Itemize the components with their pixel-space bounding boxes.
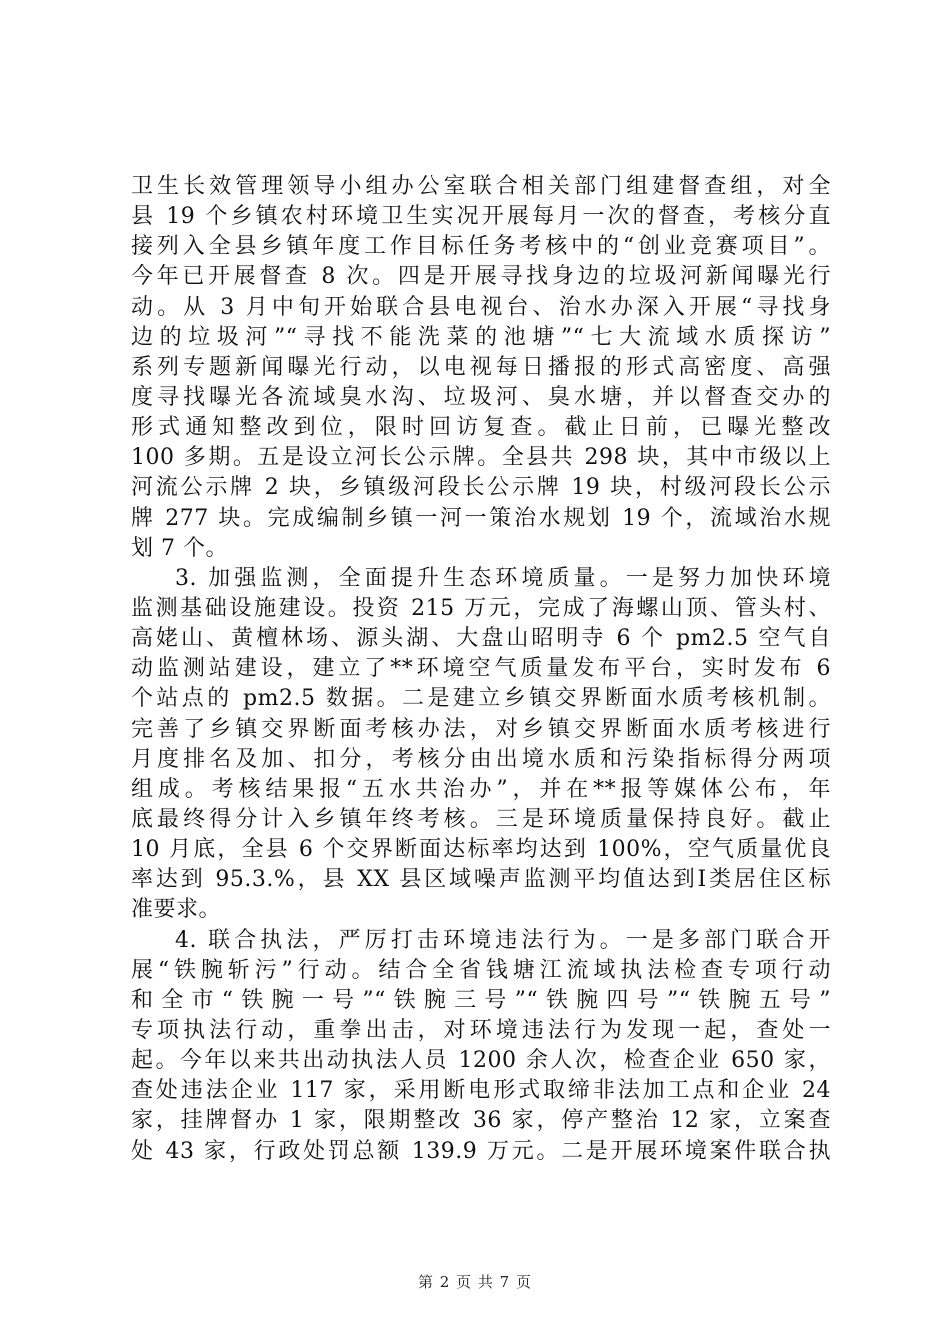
text-line: 河流公示牌 2 块，乡镇级河段长公示牌 19 块，村级河段长公示 (131, 475, 831, 501)
paragraph-first-line: 4. 联合执法，严厉打击环境违法行为。一是多部门联合开 (175, 927, 831, 953)
text-line: 展“铁腕斩污”行动。结合全省钱塘江流域执法检查专项行动 (131, 957, 831, 983)
text-line: 和全市“铁腕一号”“铁腕三号”“铁腕四号”“铁腕五号” (131, 987, 831, 1013)
text-line: 边的垃圾河”“寻找不能洗菜的池塘”“七大流域水质探访” (131, 324, 831, 350)
text-line: 动监测站建设，建立了**环境空气质量发布平台，实时发布 6 (131, 656, 831, 682)
text-line: 起。今年以来共出动执法人员 1200 余人次，检查企业 650 家， (131, 1048, 831, 1074)
text-line: 监测基础设施建设。投资 215 万元，完成了海螺山顶、管头村、 (131, 595, 831, 621)
text-line: 月度排名及加、扣分，考核分由出境水质和污染指标得分两项 (131, 746, 831, 772)
page-number-footer: 第 2 页 共 7 页 (418, 1273, 532, 1291)
text-line: 个站点的 pm2.5 数据。二是建立乡镇交界断面水质考核机制。 (131, 686, 831, 712)
text-line: 接列入全县乡镇年度工作目标任务考核中的“创业竞赛项目”。 (131, 234, 831, 260)
text-line: 准要求。 (131, 897, 222, 923)
paragraph-first-line: 3. 加强监测，全面提升生态环境质量。一是努力加快环境 (175, 565, 831, 591)
text-line: 高姥山、黄檀林场、源头湖、大盘山昭明寺 6 个 pm2.5 空气自 (131, 626, 831, 652)
text-line: 卫生长效管理领导小组办公室联合相关部门组建督查组，对全 (131, 174, 831, 199)
text-line: 划 7 个。 (131, 535, 228, 561)
text-line: 动。从 3 月中旬开始联合县电视台、治水办深入开展“寻找身 (131, 294, 831, 320)
text-line: 县 19 个乡镇农村环境卫生实况开展每月一次的督查，考核分直 (131, 204, 831, 230)
text-line: 底最终得分计入乡镇年终考核。三是环境质量保持良好。截止 (131, 806, 831, 832)
text-line: 10 月底，全县 6 个交界断面达标率均达到 100%，空气质量优良 (131, 837, 831, 863)
text-line: 今年已开展督查 8 次。四是开展寻找身边的垃圾河新闻曝光行 (131, 264, 831, 290)
text-line: 100 多期。五是设立河长公示牌。全县共 298 块，其中市级以上 (131, 445, 831, 471)
text-line: 家，挂牌督办 1 家，限期整改 36 家，停产整治 12 家，立案查 (131, 1108, 831, 1134)
document-body (131, 172, 831, 1167)
text-line: 专项执法行动，重拳出击，对环境违法行为发现一起，查处一 (131, 1017, 831, 1043)
text-line: 完善了乡镇交界断面考核办法，对乡镇交界断面水质考核进行 (131, 716, 831, 742)
text-line: 率达到 95.3.%，县 XX 县区域噪声监测平均值达到Ⅰ类居住区标 (131, 867, 831, 893)
text-line: 形式通知整改到位，限时回访复查。截止日前，已曝光整改 (131, 415, 831, 441)
text-line: 系列专题新闻曝光行动，以电视每日播报的形式高密度、高强 (131, 354, 831, 380)
text-line: 处 43 家，行政处罚总额 139.9 万元。二是开展环境案件联合执 (131, 1138, 831, 1164)
text-line: 查处违法企业 117 家，采用断电形式取缔非法加工点和企业 24 (131, 1078, 831, 1104)
text-line: 组成。考核结果报“五水共治办”，并在**报等媒体公布，年 (131, 776, 831, 802)
text-line: 牌 277 块。完成编制乡镇一河一策治水规划 19 个，流域治水规 (131, 505, 831, 531)
text-line: 度寻找曝光各流域臭水沟、垃圾河、臭水塘，并以督查交办的 (131, 384, 831, 410)
